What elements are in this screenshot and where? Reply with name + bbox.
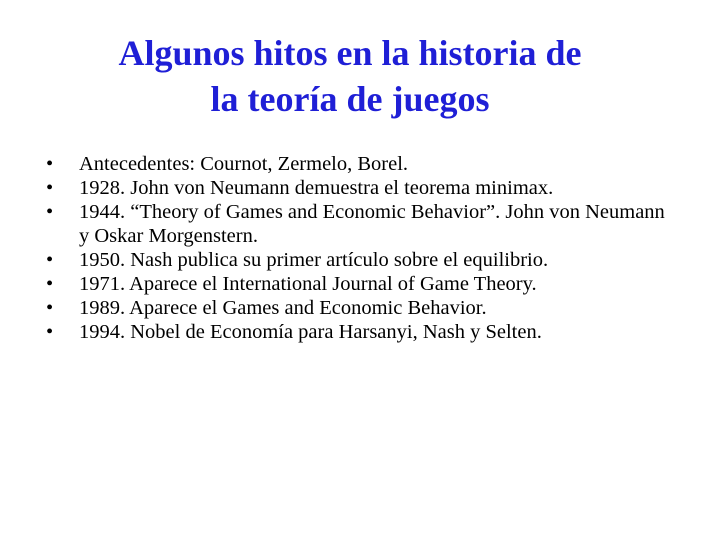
bullet-text: 1944. “Theory of Games and Economic Behavior”. John von Neumann y Oskar Morgenstern.: [79, 201, 665, 247]
bullet-item: [46, 296, 666, 320]
bullet-text: Antecedentes: Cournot, Zermelo, Borel.: [79, 153, 409, 175]
slide-title-line-2: la teoría de juegos: [210, 79, 490, 119]
bullet-dot-icon: •: [46, 177, 54, 199]
bullet-item: [46, 176, 666, 200]
bullet-dot-icon: •: [46, 297, 54, 319]
bullet-dot-icon: •: [46, 321, 54, 343]
bullet-item: [46, 272, 666, 296]
bullet-item: [46, 152, 666, 176]
bullet-dot-icon: •: [46, 249, 54, 271]
bullet-list: [46, 152, 666, 344]
bullet-item: [46, 200, 666, 248]
bullet-text: 1989. Aparece el Games and Economic Behavior.: [79, 297, 487, 319]
bullet-text: 1928. John von Neumann demuestra el teorema minimax.: [79, 177, 554, 199]
bullet-dot-icon: •: [46, 273, 54, 295]
bullet-dot-icon: •: [46, 201, 54, 223]
bullet-item: [46, 248, 666, 272]
slide-title-line-1: Algunos hitos en la historia de: [118, 33, 582, 73]
bullet-dot-icon: •: [46, 153, 54, 175]
bullet-item: [46, 320, 666, 344]
bullet-text: 1971. Aparece el International Journal of Game Theory.: [79, 273, 537, 295]
bullet-text: 1950. Nash publica su primer artículo sobre el equilibrio.: [79, 249, 549, 271]
slide-title: [60, 30, 640, 122]
bullet-text: 1994. Nobel de Economía para Harsanyi, Nash y Selten.: [79, 321, 542, 343]
